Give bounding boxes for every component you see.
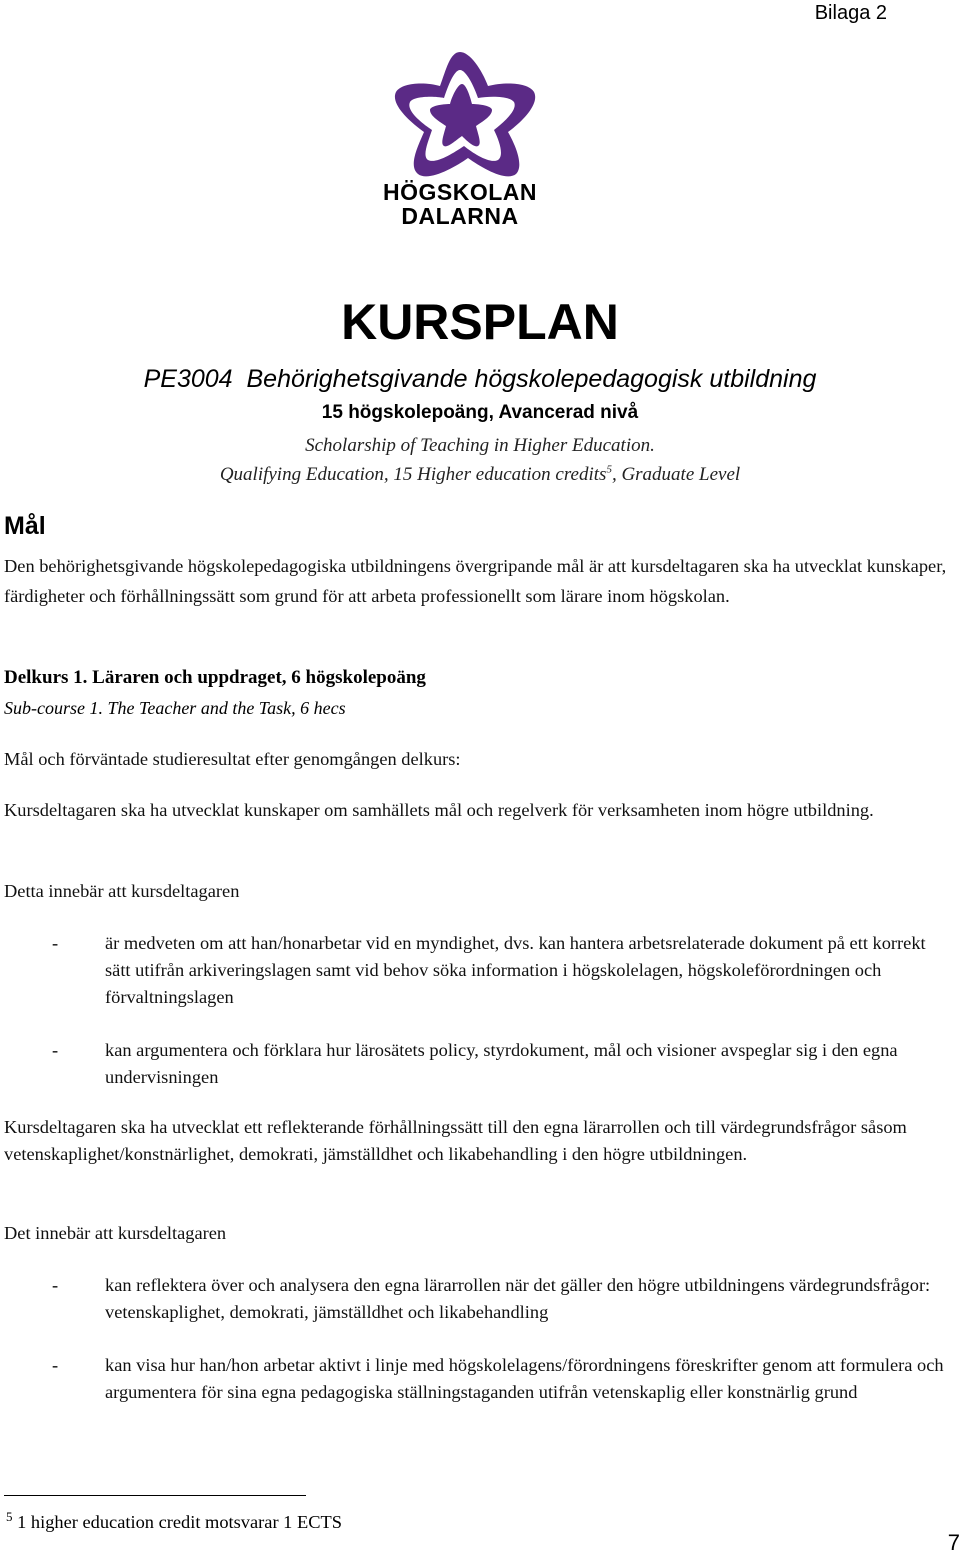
list-item-text: är medveten om att han/honarbetar vid en myndighet, dvs. kan hantera arbetsrelaterade dokument på ett korrekt sätt utifrån arkiveringslagen samt vid behov söka information i högskolelagen, högskoleförordningen och förvaltningslagen [105,933,926,1007]
english-title-part-b: , Graduate Level [611,464,741,485]
english-title-line2 [0,462,960,488]
course-credits-level: 15 högskolepoäng, Avancerad nivå [321,402,639,423]
english-title-line1: Scholarship of Teaching in Higher Education. [305,435,655,456]
course-name: Behörighetsgivande högskolepedagogisk utbildning [246,365,817,393]
english-title-part-a: Qualifying Education, 15 Higher education credits [219,464,607,485]
section-heading-mal: Mål [4,512,46,540]
bullet-dash: - [52,933,59,953]
logo-text-line2: DALARNA [401,203,519,229]
list-item-text: kan visa hur han/hon arbetar aktivt i linje med högskolelagens/förordningens föreskrifter genom att formulera och argumentera för sina egna pedagogiska ställningstaganden utifrån vetenskaplig eller konstnärlig grund [105,1355,944,1402]
bullet-dash: - [52,1040,59,1060]
bullet-dash: - [52,1275,59,1295]
lead-text-1: Detta innebär att kursdeltagaren [4,881,240,901]
star-logo-icon [378,48,542,180]
bullet-dash: - [52,1355,59,1375]
footnote-marker: 5 [6,1508,13,1524]
course-heading [0,362,960,396]
paragraph-knowledge: Kursdeltagaren ska ha utvecklat kunskaper om samhällets mål och regelverk för verksamheten inom högre utbildning. [4,800,874,820]
footnote [6,1508,342,1536]
goal-intro-paragraph: Den behörighetsgivande högskolepedagogiska utbildningens övergripande mål är att kursdeltagaren ska ha utvecklat kunskaper, färdigheter och förhållningssätt som grund för att arbeta professionellt som lärare inom högskolan. [4,556,947,606]
page-title: KURSPLAN [341,294,619,350]
logo-text-line1: HÖGSKOLAN [383,179,537,205]
subcourse-english-title: Sub-course 1. The Teacher and the Task, 6 hecs [4,698,346,718]
list-item-text: kan argumentera och förklara hur lärosätets policy, styrdokument, mål och visioner avspeglar sig i den egna undervisningen [105,1040,898,1087]
footnote-divider [4,1495,306,1496]
footnote-reference[interactable]: 5 [606,463,612,476]
goals-intro: Mål och förväntade studieresultat efter genomgången delkurs: [4,749,461,769]
list-item-text: kan reflektera över och analysera den egna lärarrollen när det gäller den högre utbildningens värdegrundsfrågor: vetenskaplighet, demokrati, jämställdhet och likabehandling [105,1275,931,1322]
attachment-label: Bilaga 2 [814,2,887,24]
page-number: 7 [947,1530,960,1555]
lead-text-2: Det innebär att kursdeltagaren [4,1223,227,1243]
subcourse-title: Delkurs 1. Läraren och uppdraget, 6 högskolepoäng [4,667,426,688]
paragraph-reflective: Kursdeltagaren ska ha utvecklat ett reflekterande förhållningssätt till den egna lärarrollen och till värdegrundsfrågor såsom vetenskaplighet/konstnärlighet, demokrati, jämställdhet och likabehandling i den högre utbildningen. [4,1117,907,1164]
course-code: PE3004 [143,365,233,393]
university-logo [378,48,542,229]
footnote-text: 1 higher education credit motsvarar 1 ECTS [17,1512,342,1532]
